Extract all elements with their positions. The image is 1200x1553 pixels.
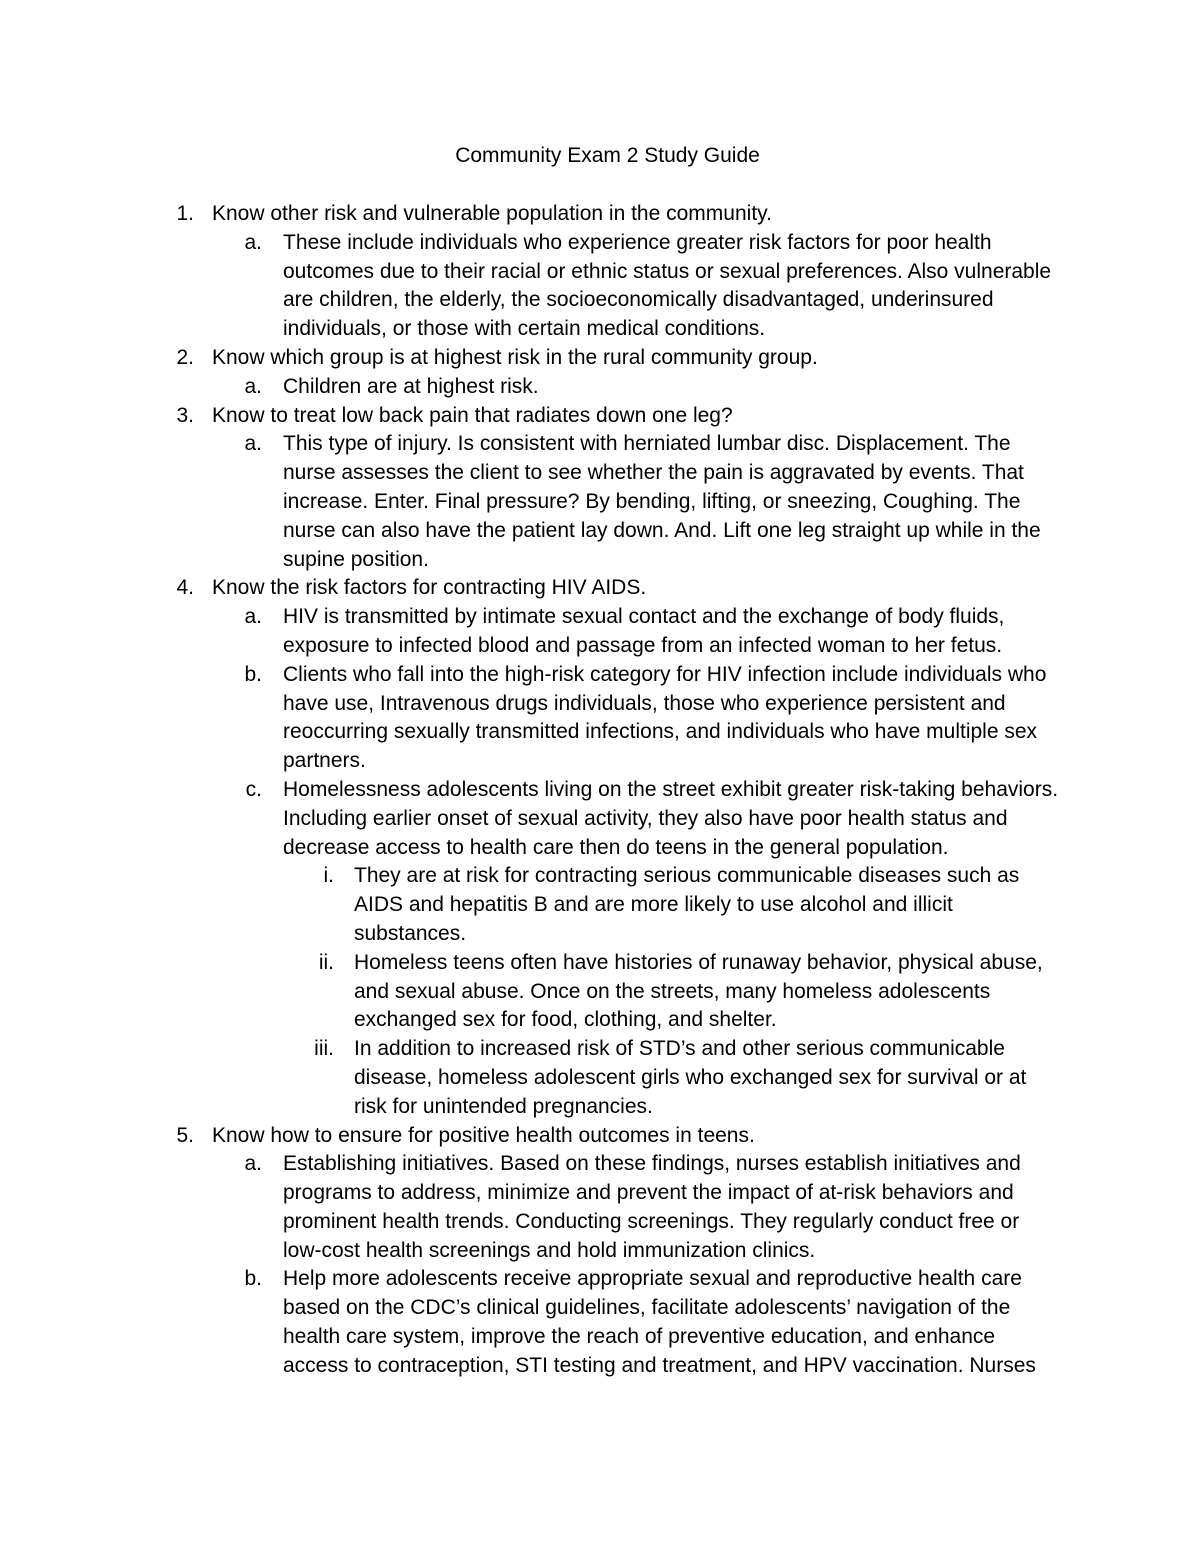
list-item-text: Establishing initiatives. Based on these findings, nurses establish initiatives and programs to address, minimize and prevent the impact of at-risk behaviors and prominent health trends. Conducting screenings. They regularly conduct free or low-cost health screenings and hold immunization clinics. xyxy=(283,1152,1021,1262)
list-marker: iii. xyxy=(314,1037,334,1061)
list-item-3 xyxy=(0,402,1062,431)
list-marker: b. xyxy=(244,662,262,686)
list-item-1a xyxy=(0,229,1063,344)
list-item-4c-i xyxy=(0,862,1064,948)
list-item-4a xyxy=(0,603,1063,661)
list-item-text: Know how to ensure for positive health outcomes in teens. xyxy=(212,1123,755,1147)
list-item-text: Know which group is at highest risk in the rural community group. xyxy=(212,345,818,369)
list-item-text: Homelessness adolescents living on the street exhibit greater risk-taking behaviors. Including earlier onset of sexual activity, they also have poor health status and decrease access to health care then do teens in the general population. xyxy=(283,777,1059,859)
list-item-text: This type of injury. Is consistent with herniated lumbar disc. Displacement. The nurse assesses the client to see whether the pain is aggravated by events. That increase. Enter. Final pressure? By bending, lifting, or sneezing, Coughing. The nurse can also have the patient lay down. And. Lift one leg straight up while in the supine position. xyxy=(283,432,1041,571)
list-marker: ii. xyxy=(318,950,334,974)
list-marker: a. xyxy=(244,432,262,456)
list-item-4b xyxy=(0,661,1063,776)
list-item-5a xyxy=(0,1150,1063,1265)
list-marker: a. xyxy=(244,605,262,629)
list-item-4c-iii xyxy=(0,1035,1064,1121)
list-item-text: These include individuals who experience greater risk factors for poor health outcomes due to their racial or ethnic status or sexual preferences. Also vulnerable are children, the elderly, the socioeconomically disadvantaged, underinsured individuals, or those with certain medical conditions. xyxy=(283,230,1052,341)
list-item-text: Help more adolescents receive appropriate sexual and reproductive health care based on the CDC’s clinical guidelines, facilitate adolescents’ navigation of the health care system, improve the reach of preventive education, and enhance access to contraception, STI testing and treatment, and HPV vaccination. Nurses xyxy=(283,1267,1036,1377)
list-marker: 4. xyxy=(176,576,194,600)
list-item-4c xyxy=(0,776,1063,862)
list-item-text: Know other risk and vulnerable population in the community. xyxy=(212,202,772,225)
list-marker: 5. xyxy=(176,1123,194,1147)
list-item-text: HIV is transmitted by intimate sexual contact and the exchange of body fluids, exposure to infected blood and passage from an infected woman to her fetus. xyxy=(283,605,1005,657)
list-item-4 xyxy=(0,574,1062,603)
study-guide-list xyxy=(0,200,1200,1381)
list-item-text: Homeless teens often have histories of runaway behavior, physical abuse, and sexual abuse. Once on the streets, many homeless adolescents exchanged sex for food, clothing, and shelter. xyxy=(354,950,1043,1032)
list-marker: a. xyxy=(244,230,262,254)
list-item-5b xyxy=(0,1265,1063,1380)
list-item-3a xyxy=(0,430,1063,574)
list-item-text: They are at risk for contracting serious communicable diseases such as AIDS and hepatitis B and are more likely to use alcohol and illicit substances. xyxy=(354,864,1020,945)
list-marker: 3. xyxy=(176,403,194,427)
list-marker: 1. xyxy=(176,202,194,225)
list-marker: 2. xyxy=(176,345,194,369)
list-marker: b. xyxy=(244,1267,262,1291)
list-marker: c. xyxy=(245,777,262,801)
list-item-text: Clients who fall into the high-risk category for HIV infection include individuals who have use, Intravenous drugs individuals, those who experience persistent and reoccurring sexually transmitted infections, and individuals who have multiple sex partners. xyxy=(283,662,1047,773)
list-marker: i. xyxy=(323,864,334,888)
list-item-5 xyxy=(0,1122,1062,1151)
document-title: Community Exam 2 Study Guide xyxy=(455,144,760,167)
list-item-2 xyxy=(0,344,1062,373)
list-item-2a xyxy=(0,373,1063,402)
list-item-text: Children are at highest risk. xyxy=(283,374,539,398)
list-marker: a. xyxy=(244,1152,262,1176)
list-item-text: In addition to increased risk of STD’s and other serious communicable disease, homeless adolescent girls who exchanged sex for survival or at risk for unintended pregnancies. xyxy=(354,1037,1027,1118)
list-item-4c-ii xyxy=(0,949,1064,1035)
list-item-text: Know the risk factors for contracting HIV AIDS. xyxy=(212,576,647,600)
list-item-text: Know to treat low back pain that radiates down one leg? xyxy=(212,403,733,427)
list-marker: a. xyxy=(244,374,262,398)
list-item-1 xyxy=(0,200,1062,229)
